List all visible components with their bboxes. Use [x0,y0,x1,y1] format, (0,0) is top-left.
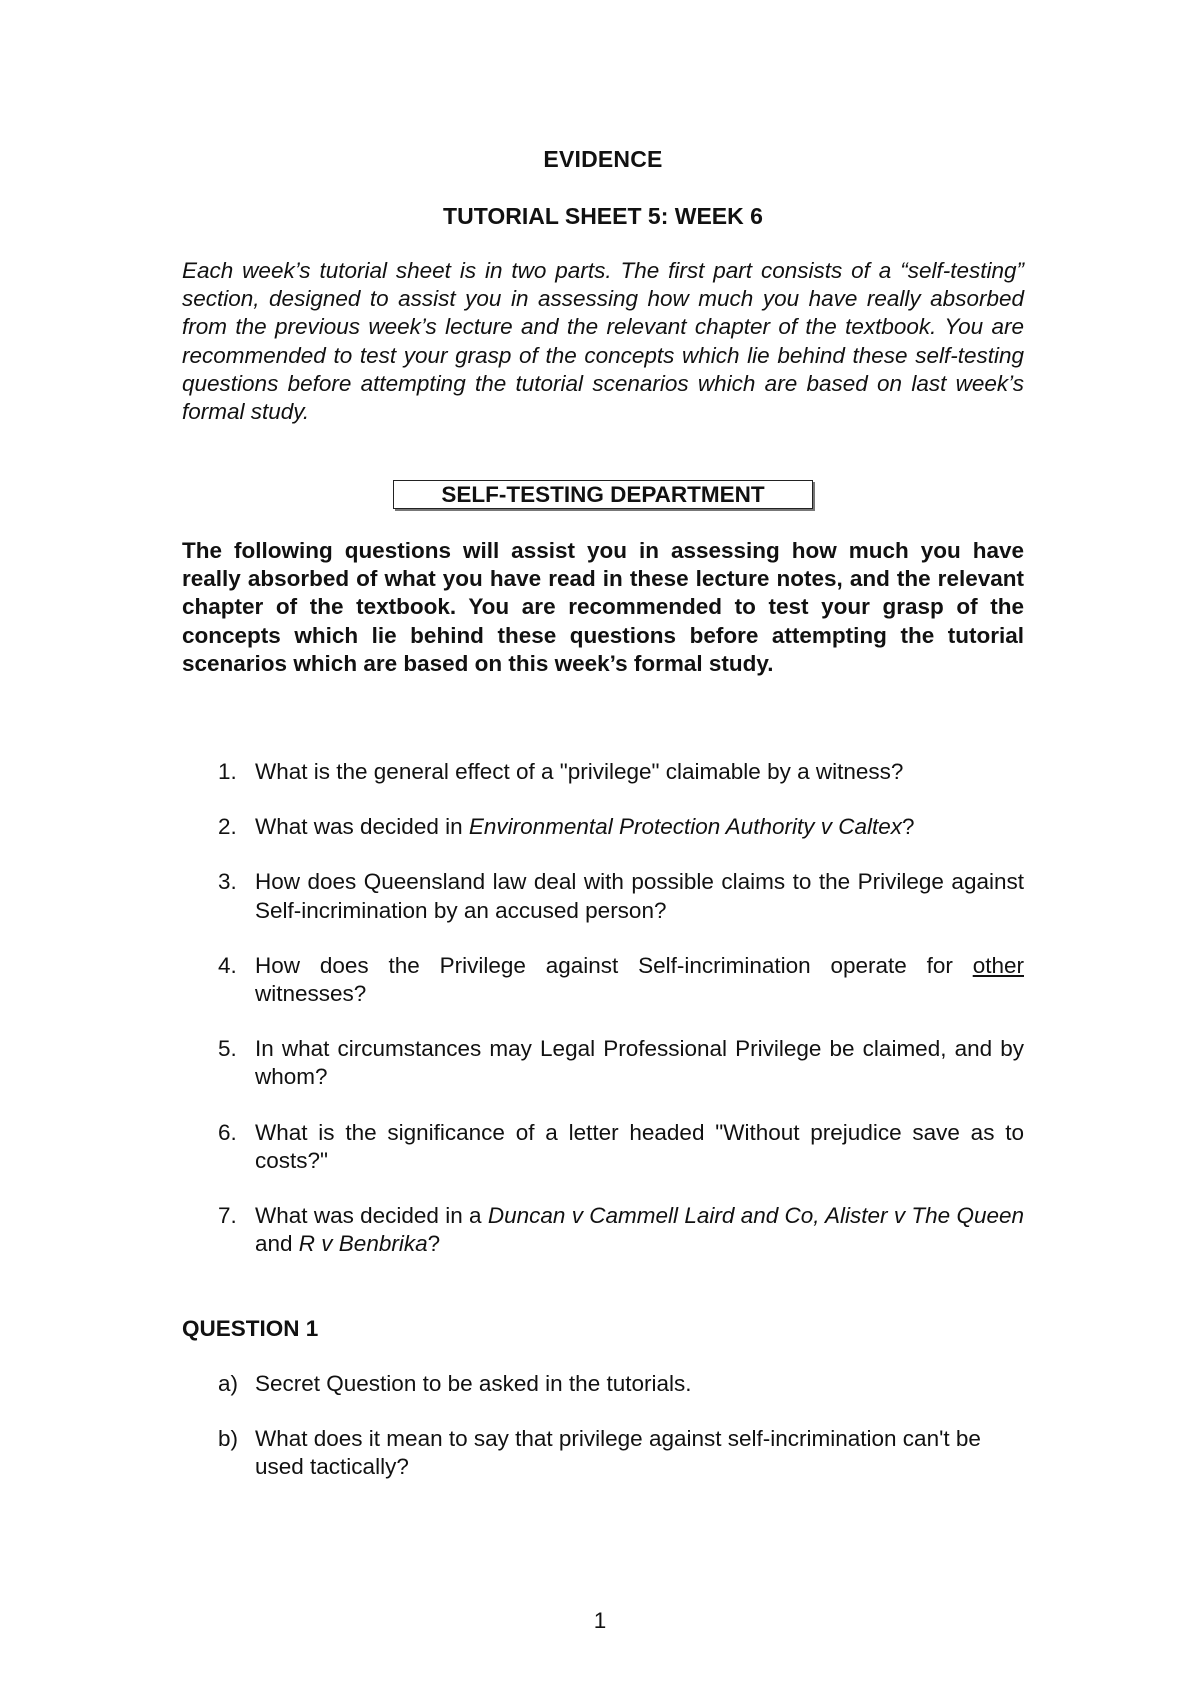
list-item [182,1370,1024,1398]
question-text-pre: What was decided in [255,814,469,840]
list-item [182,813,1024,841]
question-text-pre: How does the Privilege against Self-incrimination operate for [255,952,973,978]
question-text-post: witnesses? [255,981,367,1007]
question-number: 2. [218,814,237,840]
question-number: 3. [218,869,237,895]
case-name: R v Benbrika [298,1231,428,1257]
list-item [182,1425,1024,1481]
list-item [182,1119,1024,1175]
list-item [182,1202,1024,1258]
question-number: 4. [218,952,237,978]
self-test-question-list [182,758,1024,1285]
list-item [182,868,1024,924]
section-intro-paragraph: The following questions will assist you in assessing how much you have really absorbed of what you have read in these lecture notes, and the relevant chapter of the textbook. You are recommended to test your grasp of the concepts which lie behind these questions before attempting the tutorial scenarios which are based on this week’s formal study. [182,538,1024,676]
question-text: In what circumstances may Legal Professional Privilege be claimed, and by whom? [255,1036,1024,1090]
list-item [182,952,1024,1008]
question-1-heading: QUESTION 1 [182,1316,319,1341]
question-1-parts [182,1370,1024,1509]
question-text: What is the general effect of a "privilege" claimable by a witness? [255,759,904,784]
question-number: 7. [218,1203,237,1229]
question-text-post: ? [902,814,915,840]
underlined-word: other [972,952,1024,978]
case-name: Environmental Protection Authority v Caltex [468,814,902,840]
part-text: Secret Question to be asked in the tutorials. [255,1371,692,1396]
document-title: EVIDENCE [543,146,663,172]
list-item [182,758,1024,786]
question-text-mid: and [255,1231,299,1257]
question-text-pre: What was decided in a [255,1203,488,1229]
question-number: 5. [218,1036,237,1062]
document-subtitle: TUTORIAL SHEET 5: WEEK 6 [443,203,763,229]
page-number: 1 [593,1608,607,1633]
question-text: What is the significance of a letter headed "Without prejudice save as to costs?" [255,1119,1024,1173]
case-names: Duncan v Cammell Laird and Co, Alister v The Queen [487,1203,1025,1229]
list-item [182,1035,1024,1091]
question-text-post: ? [427,1231,441,1257]
section-heading-wrap [182,480,1024,509]
question-text: How does Queensland law deal with possible claims to the Privilege against Self-incrimination by an accused person? [255,869,1024,923]
part-label: a) [218,1371,239,1396]
question-number: 1. [218,759,237,784]
section-heading-box: SELF-TESTING DEPARTMENT [393,480,813,509]
part-label: b) [218,1426,239,1452]
question-number: 6. [218,1119,237,1145]
intro-paragraph: Each week’s tutorial sheet is in two parts. The first part consists of a “self-testing” section, designed to assist you in assessing how much you have really absorbed from the previous week’s lecture and the relevant chapter of the textbook. You are recommended to test your grasp of the concepts which lie behind these self-testing questions before attempting the tutorial scenarios which are based on last week’s formal study. [182,258,1024,425]
part-text: What does it mean to say that privilege against self-incrimination can't be used tactically? [255,1426,981,1480]
